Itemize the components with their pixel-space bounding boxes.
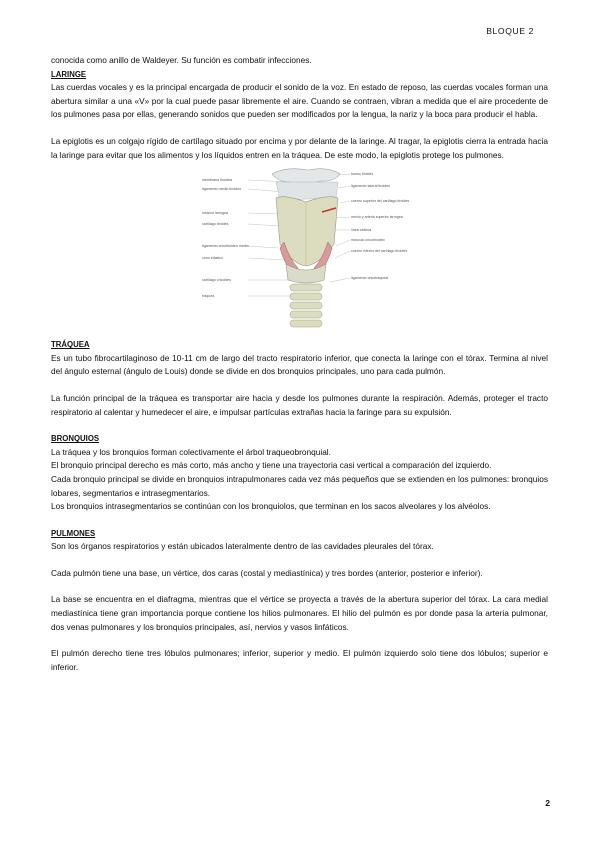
page-number: 2 <box>545 798 550 808</box>
traquea-paragraph-1: Es un tubo fibrocartilaginoso de 10-11 cm de largo del tracto respiratorio inferior, que conecta la laringe con el tórax. Termina al nivel del ángulo esternal (ángulo de Louis) donde se divide en dos bronquios principales, uno para cada pulmón. <box>51 352 548 377</box>
traquea-paragraph-2: La función principal de la tráquea es transportar aire hacia y desde los pulmones durante la respiración. Además, proteger el tracto respiratorio al calentar y humedecer el aire, e impulsar partículas extrañas hacia la faringe para su expulsión. <box>51 392 548 417</box>
figure-label-left-7: cartílago cricoides <box>201 278 231 283</box>
section-heading-laringe: LARINGE <box>51 69 87 79</box>
pulmones-paragraph-1: Son los órganos respiratorios y están ubicados lateralmente dentro de las cavidades pleurales del tórax. <box>51 541 434 552</box>
bronquios-paragraph-3: Cada bronquio principal se divide en bronquios intrapulmonares cada vez más pequeños que se extienden en los pulmones: bronquios lobares, segmentarios e intrasegmentarios. <box>51 473 548 498</box>
figure-label-left-5: ligamento cricotiroideo medio <box>201 244 249 249</box>
page-header: BLOQUE 2 <box>486 26 534 36</box>
figure-label-right-1: hueso hioides <box>350 172 373 177</box>
figure-label-right-2: ligamento lateral tiroideo <box>350 184 390 189</box>
pulmones-paragraph-2: Cada pulmón tiene una base, un vértice, dos caras (costal y mediastínica) y tres bordes (anterior, posterior e inferior). <box>51 567 483 578</box>
figure-label-right-8: ligamento cricotraqueal <box>350 276 388 281</box>
section-heading-pulmones: PULMONES <box>51 528 96 538</box>
laringe-paragraph-2: La epiglotis es un colgajo rígido de cartílago situado por encima y por delante de la laringe. Al tragar, la epiglotis cierra la entrada hacia la laringe para evitar que los alimentos y los líquidos entren en la tráquea. De este modo, la epiglotis protege los pulmones. <box>51 135 548 160</box>
larynx-diagram <box>200 168 409 328</box>
larynx-illustration <box>200 168 409 328</box>
pulmones-paragraph-3: La base se encuentra en el diafragma, mientras que el vértice se proyecta a través de la abertura superior del tórax. La cara medial mediastínica tiene gran importancia porque contiene los hilios pulmonares. El hilio del pulmón es por donde pasa la arteria pulmonar, dos venas pulmonares y los bronquios principales, así, nervios y vasos linfáticos. <box>51 594 548 632</box>
figure-label-right-3: cuerno superior del cartílago tiroides <box>350 199 409 204</box>
figure-label-left-3: incisión laríngea <box>201 211 228 216</box>
bronquios-paragraph-2: El bronquio principal derecho es más corto, más ancho y tiene una trayectoria casi vertical a comparación del izquierdo. <box>51 460 492 471</box>
figure-label-left-8: tráquea <box>201 294 214 299</box>
figure-label-right-5: línea oblicua <box>350 228 371 233</box>
figure-label-right-6: músculo cricotiroideo <box>350 238 385 243</box>
figure-label-left-2: ligamento medio tiroideo <box>201 187 241 192</box>
figure-label-right-4: nervio y arteria superior laríngea <box>350 215 403 220</box>
intro-text: conocida como anillo de Waldeyer. Su función es combatir infecciones. <box>51 55 312 65</box>
bronquios-paragraph-4: Los bronquios intrasegmentarios se continúan con los bronquiolos, que terminan en los sacos alveolares y los alvéolos. <box>51 501 491 512</box>
section-heading-bronquios: BRONQUIOS <box>51 434 100 444</box>
figure-label-left-6: cono elástico <box>201 256 223 261</box>
pulmones-paragraph-4: El pulmón derecho tiene tres lóbulos pulmonares; inferior, superior y medio. El pulmón izquierdo solo tiene dos lóbulos; superior e inferior. <box>51 648 548 672</box>
page-content <box>51 54 548 674</box>
section-heading-traquea: TRÁQUEA <box>51 340 90 350</box>
figure-label-right-7: cuerno inferior del cartílago tiroides <box>350 249 407 254</box>
bronquios-paragraph-1: La tráquea y los bronquios forman colectivamente el árbol traqueobronquial. <box>51 446 331 457</box>
figure-label-left-1: membrana tiroidea <box>201 178 232 183</box>
laringe-paragraph-1: Las cuerdas vocales y es la principal encargada de producir el sonido de la voz. En estado de reposo, las cuerdas vocales forman una abertura similar a una «V» por la cual puede pasar libremente el aire. Cuando se contraen, vibran a medida que el aire procedente de los pulmones pasa por ellas, generando sonidos que pueden ser modificados por la lengua, la nariz y la boca para producir el habla. <box>51 82 548 120</box>
figure-label-left-4: cartílago tiroides <box>201 222 228 227</box>
